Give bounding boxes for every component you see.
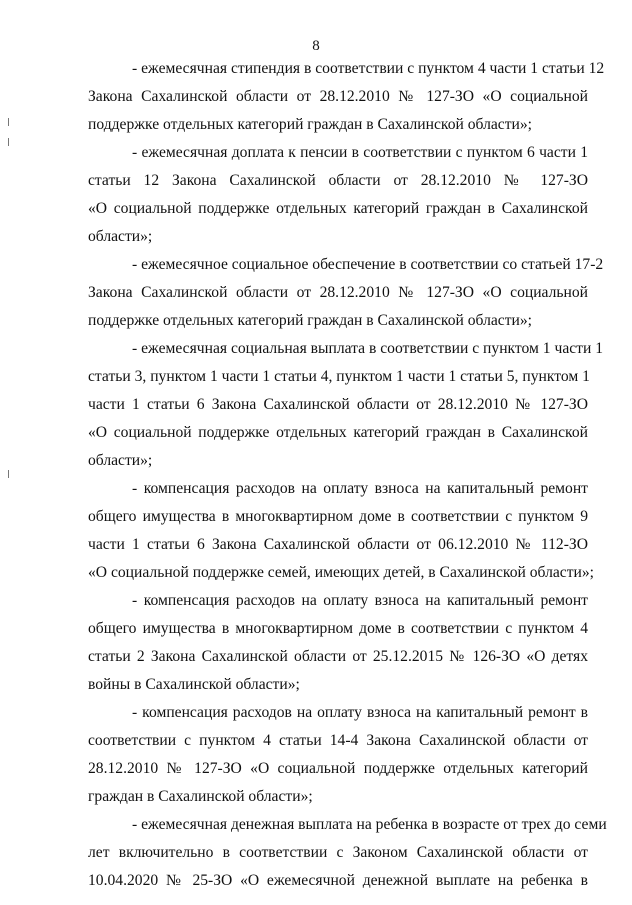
text-line: войны в Сахалинской области»; bbox=[88, 676, 300, 693]
text-line: области»; bbox=[88, 452, 153, 469]
scan-margin-mark bbox=[8, 118, 9, 126]
text-line: - ежемесячная денежная выплата на ребенка в возрасте от трех до семи bbox=[132, 816, 607, 833]
text-line: поддержке отдельных категорий граждан в Сахалинской области»; bbox=[88, 312, 533, 329]
text-line: - ежемесячное социальное обеспечение в соответствии со статьей 17-2 bbox=[132, 256, 604, 273]
text-line: статьи 3, пунктом 1 части 1 статьи 4, пунктом 1 части 1 статьи 5, пунктом 1 bbox=[88, 368, 590, 385]
text-line: - ежемесячная доплата к пенсии в соответствии с пунктом 6 части 1 bbox=[132, 144, 588, 161]
text-line: общего имущества в многоквартирном доме в соответствии с пунктом 4 bbox=[88, 620, 588, 637]
text-line: «О социальной поддержке отдельных категорий граждан в Сахалинской bbox=[88, 424, 588, 441]
text-line: области»; bbox=[88, 228, 153, 245]
text-line: статьи 12 Закона Сахалинской области от 28.12.2010 № 127-ЗО bbox=[88, 172, 588, 189]
text-line: 10.04.2020 № 25-ЗО «О ежемесячной денежной выплате на ребенка в bbox=[88, 872, 588, 889]
text-line: 28.12.2010 № 127-ЗО «О социальной поддержке отдельных категорий bbox=[88, 760, 588, 777]
text-line: части 1 статьи 6 Закона Сахалинской области от 28.12.2010 № 127-ЗО bbox=[88, 396, 588, 413]
text-line: «О социальной поддержке отдельных категорий граждан в Сахалинской bbox=[88, 200, 588, 217]
text-line: - компенсация расходов на оплату взноса на капитальный ремонт bbox=[132, 480, 588, 497]
text-line: «О социальной поддержке семей, имеющих детей, в Сахалинской области»; bbox=[88, 564, 594, 581]
page-number: 8 bbox=[312, 38, 320, 54]
text-line: - компенсация расходов на оплату взноса на капитальный ремонт в bbox=[132, 704, 588, 721]
scan-margin-mark bbox=[8, 470, 9, 478]
text-line: части 1 статьи 6 Закона Сахалинской области от 06.12.2010 № 112-ЗО bbox=[88, 536, 588, 553]
text-line: - ежемесячная социальная выплата в соответствии с пунктом 1 части 1 bbox=[132, 340, 604, 357]
text-line: Закона Сахалинской области от 28.12.2010 № 127-ЗО «О социальной bbox=[88, 284, 588, 301]
text-line: общего имущества в многоквартирном доме в соответствии с пунктом 9 bbox=[88, 508, 588, 525]
text-line: соответствии с пунктом 4 статьи 14-4 Закона Сахалинской области от bbox=[88, 732, 588, 749]
text-line: поддержке отдельных категорий граждан в Сахалинской области»; bbox=[88, 116, 533, 133]
text-line: граждан в Сахалинской области»; bbox=[88, 788, 313, 805]
scan-margin-mark bbox=[8, 138, 9, 146]
text-line: Закона Сахалинской области от 28.12.2010 № 127-ЗО «О социальной bbox=[88, 88, 588, 105]
text-line: статьи 2 Закона Сахалинской области от 25.12.2015 № 126-ЗО «О детях bbox=[88, 648, 588, 665]
text-line: - ежемесячная стипендия в соответствии с пунктом 4 части 1 статьи 12 bbox=[132, 60, 605, 77]
text-line: - компенсация расходов на оплату взноса на капитальный ремонт bbox=[132, 592, 588, 609]
text-line: лет включительно в соответствии с Законом Сахалинской области от bbox=[88, 844, 588, 861]
